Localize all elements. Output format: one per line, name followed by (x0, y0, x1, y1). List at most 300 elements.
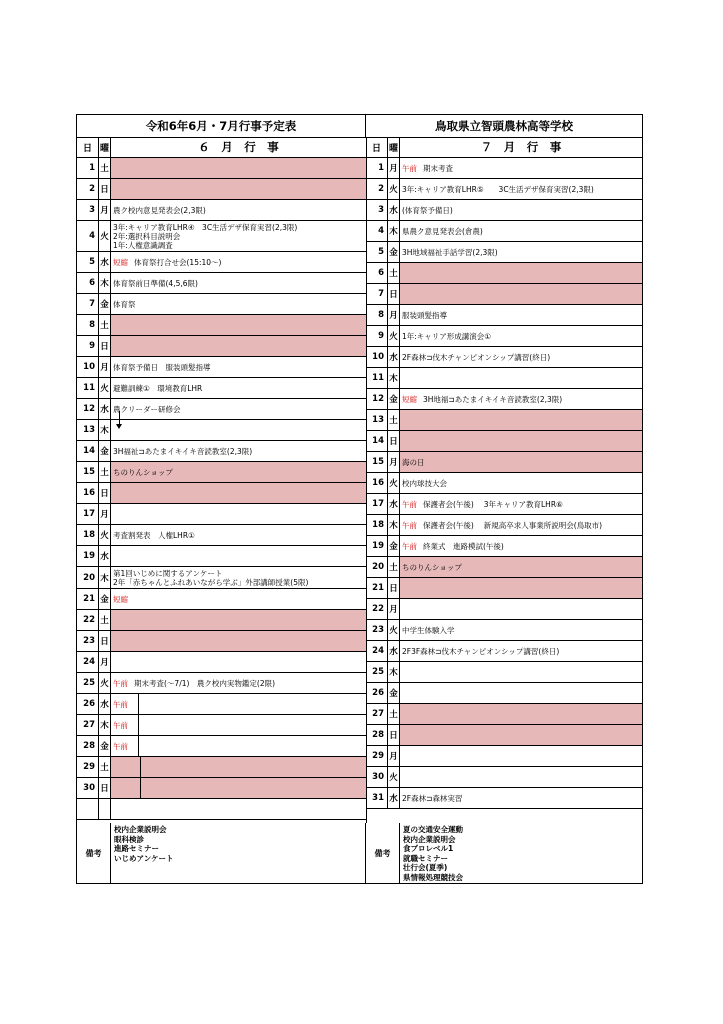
july-notes (366, 823, 642, 883)
day-cell: 21 (366, 578, 388, 598)
table-row (366, 746, 642, 767)
event-cell (111, 736, 366, 756)
day-cell: 18 (366, 515, 388, 535)
table-row (366, 578, 642, 599)
note-item: 壮行会(夏季) (403, 863, 448, 872)
table-row (366, 284, 642, 305)
event-cell (111, 221, 366, 251)
event-cell (400, 368, 642, 388)
weekday-cell: 木 (388, 221, 400, 241)
event-line: 1年:人権意識調査 (113, 240, 173, 250)
note-item: いじめアンケート (114, 853, 174, 863)
table-row (366, 179, 642, 200)
weekday-cell: 水 (388, 200, 400, 220)
event-cell (400, 788, 642, 808)
day-cell: 31 (366, 788, 388, 808)
day-cell: 6 (366, 263, 388, 283)
day-cell: 12 (366, 389, 388, 409)
day-cell: 15 (77, 462, 99, 482)
table-row (366, 410, 642, 431)
weekday-cell: 月 (99, 652, 111, 672)
table-row (77, 589, 366, 610)
table-row (77, 546, 366, 567)
day-cell: 19 (366, 536, 388, 556)
table-row (366, 431, 642, 452)
time-label: 午前 (402, 163, 417, 173)
schedule-sheet (76, 114, 643, 884)
day-cell: 16 (366, 473, 388, 493)
time-label: 午前 (402, 541, 417, 551)
time-label: 短縮 (402, 394, 417, 404)
weekday-cell: 日 (99, 179, 111, 199)
event-text: 考査割発表 人権LHR① (113, 530, 195, 540)
event-text: ちのりんショップ (402, 562, 462, 572)
weekday-cell: 土 (388, 410, 400, 430)
note-item: 眼科検診 (114, 834, 144, 844)
events-header: ６ 月 行 事 (198, 140, 279, 154)
day-cell: 25 (366, 662, 388, 682)
event-cell (400, 347, 642, 367)
weekday-cell: 木 (99, 273, 111, 293)
event-line: 2年:選択科目説明会 (113, 231, 181, 241)
time-label: 短縮 (113, 257, 128, 267)
day-cell: 5 (77, 252, 99, 272)
day-header: 日 (77, 137, 99, 157)
note-item: 校内企業説明会 (114, 825, 167, 834)
day-cell: 6 (77, 273, 99, 293)
weekday-header: 曜 (99, 137, 111, 157)
weekday-cell: 水 (388, 788, 400, 808)
day-cell: 20 (77, 567, 99, 588)
event-cell (400, 305, 642, 325)
day-cell: 17 (366, 494, 388, 514)
table-header-row (366, 137, 642, 158)
event-line: 第1回いじめに関するアンケート (113, 568, 223, 578)
event-text: 体育祭 (113, 299, 136, 309)
table-row (77, 252, 366, 273)
event-cell (111, 673, 366, 693)
day-cell: 29 (366, 746, 388, 766)
table-row (77, 378, 366, 399)
weekday-cell: 月 (99, 504, 111, 524)
weekday-cell: 金 (388, 242, 400, 262)
event-text: 体育祭予備日 服装頭髪指導 (113, 362, 211, 372)
event-cell (111, 158, 366, 178)
weekday-cell (99, 799, 111, 819)
day-cell: 10 (366, 347, 388, 367)
table-row (77, 757, 366, 778)
table-row (366, 599, 642, 620)
event-text: 保護者会(午後) 3年キャリア教育LHR⑥ (423, 499, 563, 509)
weekday-cell: 木 (99, 567, 111, 588)
day-cell: 1 (366, 158, 388, 178)
day-cell: 8 (77, 315, 99, 335)
event-cell (111, 757, 366, 777)
table-row (366, 788, 642, 809)
event-text: 2F3F森林⊐伐木チャンピオンシップ講習(終日) (402, 646, 560, 656)
table-row (77, 715, 366, 736)
weekday-cell: 水 (388, 347, 400, 367)
school-name: 鳥取県立智頭農林高等学校 (435, 119, 573, 133)
time-label: 午前 (402, 520, 417, 530)
weekday-cell: 火 (388, 326, 400, 346)
table-row (366, 641, 642, 662)
day-header: 日 (366, 137, 388, 157)
day-cell: 25 (77, 673, 99, 693)
time-label: 短縮 (113, 594, 128, 604)
day-cell: 9 (366, 326, 388, 346)
day-cell: 22 (77, 610, 99, 630)
cell-divider (140, 757, 141, 777)
weekday-cell: 日 (99, 778, 111, 798)
table-row (366, 389, 642, 410)
table-row (77, 441, 366, 462)
day-cell: 28 (77, 736, 99, 756)
table-row (77, 652, 366, 673)
event-cell (111, 778, 366, 798)
weekday-cell: 土 (99, 158, 111, 178)
event-text: 服装頭髪指導 (402, 310, 447, 320)
event-cell (111, 294, 366, 314)
cell-divider (138, 715, 139, 735)
day-cell: 30 (366, 767, 388, 787)
table-row (77, 221, 366, 252)
event-cell (111, 483, 366, 503)
weekday-cell: 土 (99, 757, 111, 777)
weekday-cell: 火 (99, 525, 111, 545)
day-cell: 29 (77, 757, 99, 777)
table-row (77, 631, 366, 652)
event-text: 2F森林⊐伐木チャンピオンシップ講習(終日) (402, 352, 551, 362)
event-text: 避難訓練① 環境教育LHR (113, 383, 203, 393)
weekday-cell: 月 (388, 599, 400, 619)
event-text: 農クリーダー研修会 (113, 404, 181, 414)
notes-label: 備考 (366, 823, 400, 883)
weekday-cell: 金 (99, 589, 111, 609)
day-cell: 4 (77, 221, 99, 251)
weekday-cell: 土 (99, 610, 111, 630)
title-row (77, 115, 642, 138)
weekday-cell: 木 (388, 515, 400, 535)
weekday-cell: 日 (99, 631, 111, 651)
table-row (366, 473, 642, 494)
event-text: 期末考査 (423, 163, 453, 173)
table-row (77, 610, 366, 631)
table-row (77, 294, 366, 315)
event-text: ちのりんショップ (113, 467, 173, 477)
event-cell (400, 557, 642, 577)
note-item: 校内企業説明会 (403, 834, 456, 844)
event-text: 体育祭打合せ会(15:10～) (134, 257, 222, 267)
day-cell: 11 (366, 368, 388, 388)
event-cell (111, 357, 366, 377)
table-row (366, 767, 642, 788)
day-cell: 23 (366, 620, 388, 640)
event-cell (400, 410, 642, 430)
table-row (77, 736, 366, 757)
table-row (366, 452, 642, 473)
table-row (366, 263, 642, 284)
table-row (77, 483, 366, 504)
event-text: 県農ク意見発表会(倉農) (402, 226, 483, 236)
event-cell (111, 179, 366, 199)
july-notes-list (400, 823, 466, 883)
weekday-cell: 月 (99, 357, 111, 377)
time-label: 午前 (113, 678, 128, 688)
table-row (366, 662, 642, 683)
event-text: 農ク校内意見発表会(2,3限) (113, 205, 206, 215)
note-item: 就職セミナー (403, 853, 448, 863)
table-row (77, 525, 366, 546)
table-row (366, 242, 642, 263)
event-text: 3年:キャリア教育LHR⑤ 3C生活デザ保育実習(2,3限) (402, 184, 594, 194)
table-row (366, 704, 642, 725)
event-text: 1年:キャリア形成講演会① (402, 331, 492, 341)
note-item: 県情報処理競技会 (403, 872, 463, 882)
table-row (77, 315, 366, 336)
note-item: 進路セミナー (114, 844, 159, 853)
event-text: 中学生体験入学 (402, 625, 455, 635)
event-cell (400, 326, 642, 346)
event-cell (400, 221, 642, 241)
day-cell: 2 (77, 179, 99, 199)
day-cell: 18 (77, 525, 99, 545)
weekday-cell: 木 (99, 715, 111, 735)
event-text: 保護者会(午後) 新規高卒求人事業所説明会(鳥取市) (423, 520, 603, 530)
day-cell: 26 (77, 694, 99, 714)
notes-label: 備考 (77, 823, 111, 883)
weekday-cell: 火 (388, 179, 400, 199)
schedule-title: 令和6年6月・7月行事予定表 (77, 115, 366, 137)
event-cell (111, 799, 366, 819)
day-cell: 21 (77, 589, 99, 609)
event-cell (111, 273, 366, 293)
weekday-cell: 土 (99, 315, 111, 335)
table-row (77, 462, 366, 483)
events-header: ７ 月 行 事 (480, 140, 562, 154)
event-text: (体育祭予備日) (402, 205, 453, 215)
table-row (366, 557, 642, 578)
event-cell (111, 420, 366, 440)
day-cell: 17 (77, 504, 99, 524)
cell-divider (140, 778, 141, 798)
event-cell (400, 200, 642, 220)
note-item: 食プロレベル1 (403, 844, 454, 853)
weekday-cell: 月 (388, 158, 400, 178)
event-cell (400, 662, 642, 682)
event-cell (400, 578, 642, 598)
table-row (366, 620, 642, 641)
event-cell (111, 441, 366, 461)
event-cell (400, 242, 642, 262)
event-cell (400, 179, 642, 199)
table-row (366, 515, 642, 536)
event-cell (400, 389, 642, 409)
table-row (366, 158, 642, 179)
weekday-cell: 金 (388, 683, 400, 703)
event-text: 校内球技大会 (402, 478, 447, 488)
event-cell (111, 631, 366, 651)
day-cell: 7 (366, 284, 388, 304)
day-cell: 13 (77, 420, 99, 440)
weekday-cell: 火 (99, 673, 111, 693)
weekday-cell: 金 (99, 736, 111, 756)
weekday-cell: 水 (388, 641, 400, 661)
weekday-cell: 金 (388, 536, 400, 556)
table-row (77, 673, 366, 694)
weekday-header: 曜 (388, 137, 400, 157)
day-cell (77, 799, 99, 819)
event-cell (400, 641, 642, 661)
weekday-cell: 土 (388, 704, 400, 724)
weekday-cell: 火 (388, 620, 400, 640)
table-row (77, 357, 366, 378)
table-row (77, 336, 366, 357)
table-row (366, 347, 642, 368)
table-row (366, 368, 642, 389)
day-cell: 14 (77, 441, 99, 461)
july-table (366, 137, 642, 823)
weekday-cell: 金 (99, 294, 111, 314)
event-cell (111, 252, 366, 272)
event-cell (111, 546, 366, 566)
weekday-cell: 水 (99, 546, 111, 566)
table-row (366, 326, 642, 347)
event-cell (400, 746, 642, 766)
time-label: 午前 (113, 741, 128, 751)
weekday-cell: 日 (99, 483, 111, 503)
note-item: 夏の交通安全運動 (403, 825, 463, 834)
june-notes-list (111, 823, 177, 883)
weekday-cell: 日 (388, 725, 400, 745)
event-cell (111, 315, 366, 335)
day-cell: 28 (366, 725, 388, 745)
weekday-cell: 土 (388, 557, 400, 577)
weekday-cell: 月 (388, 746, 400, 766)
event-cell (400, 599, 642, 619)
event-line: 2年「赤ちゃんとふれあいながら学ぶ」外部講師授業(5限) (113, 577, 309, 587)
table-row (77, 567, 366, 589)
table-row (366, 536, 642, 557)
event-text: 期末考査(～7/1) 農ク校内実物鑑定(2限) (134, 678, 276, 688)
table-row (77, 504, 366, 525)
event-cell (400, 473, 642, 493)
table-row (77, 799, 366, 820)
event-cell (111, 715, 366, 735)
day-cell: 26 (366, 683, 388, 703)
event-cell (400, 704, 642, 724)
day-cell: 27 (366, 704, 388, 724)
cell-divider (138, 694, 139, 714)
event-cell (400, 620, 642, 640)
event-cell (400, 767, 642, 787)
event-cell (111, 525, 366, 545)
day-cell: 4 (366, 221, 388, 241)
event-cell (111, 336, 366, 356)
event-cell (400, 284, 642, 304)
event-cell (111, 504, 366, 524)
day-cell: 19 (77, 546, 99, 566)
table-row (77, 273, 366, 294)
weekday-cell: 金 (99, 441, 111, 461)
day-cell: 3 (366, 200, 388, 220)
table-row (366, 725, 642, 746)
table-row (366, 305, 642, 326)
day-cell: 12 (77, 399, 99, 419)
event-cell (400, 452, 642, 472)
weekday-cell: 月 (99, 200, 111, 220)
day-cell: 27 (77, 715, 99, 735)
day-cell: 22 (366, 599, 388, 619)
event-cell (400, 263, 642, 283)
weekday-cell: 土 (388, 263, 400, 283)
table-row (77, 778, 366, 799)
table-row (77, 200, 366, 221)
event-cell (400, 431, 642, 451)
day-cell: 1 (77, 158, 99, 178)
event-cell (400, 515, 642, 535)
table-row (77, 420, 366, 441)
weekday-cell: 水 (99, 399, 111, 419)
table-row (77, 399, 366, 420)
event-cell (111, 200, 366, 220)
weekday-cell: 木 (99, 420, 111, 440)
day-cell: 2 (366, 179, 388, 199)
day-cell: 9 (77, 336, 99, 356)
day-cell: 23 (77, 631, 99, 651)
june-notes (77, 823, 366, 883)
event-cell (111, 399, 366, 419)
june-table (77, 137, 367, 823)
day-cell: 7 (77, 294, 99, 314)
day-cell: 24 (366, 641, 388, 661)
event-text: 2F森林⊐森林実習 (402, 793, 463, 803)
weekday-cell: 日 (388, 284, 400, 304)
event-cell (400, 536, 642, 556)
day-cell: 30 (77, 778, 99, 798)
event-cell (400, 725, 642, 745)
weekday-cell: 土 (99, 462, 111, 482)
table-row (77, 694, 366, 715)
weekday-cell: 水 (99, 694, 111, 714)
day-cell: 14 (366, 431, 388, 451)
event-cell (111, 652, 366, 672)
cell-divider (138, 736, 139, 756)
day-cell: 10 (77, 357, 99, 377)
table-row (366, 221, 642, 242)
weekday-cell: 火 (99, 378, 111, 398)
weekday-cell: 日 (99, 336, 111, 356)
day-cell: 13 (366, 410, 388, 430)
event-text: 3H地福⊐あたまイキイキ音読教室(2,3限) (423, 394, 563, 404)
weekday-cell: 火 (388, 767, 400, 787)
table-row (366, 683, 642, 704)
time-label: 午前 (113, 720, 128, 730)
day-cell: 16 (77, 483, 99, 503)
table-row (77, 158, 366, 179)
weekday-cell: 月 (388, 305, 400, 325)
day-cell: 15 (366, 452, 388, 472)
event-cell (111, 567, 366, 588)
weekday-cell: 金 (388, 389, 400, 409)
weekday-cell: 水 (99, 252, 111, 272)
weekday-cell: 火 (99, 221, 111, 251)
time-label: 午前 (402, 499, 417, 509)
event-cell (111, 694, 366, 714)
weekday-cell: 日 (388, 431, 400, 451)
weekday-cell: 日 (388, 578, 400, 598)
weekday-cell: 木 (388, 662, 400, 682)
